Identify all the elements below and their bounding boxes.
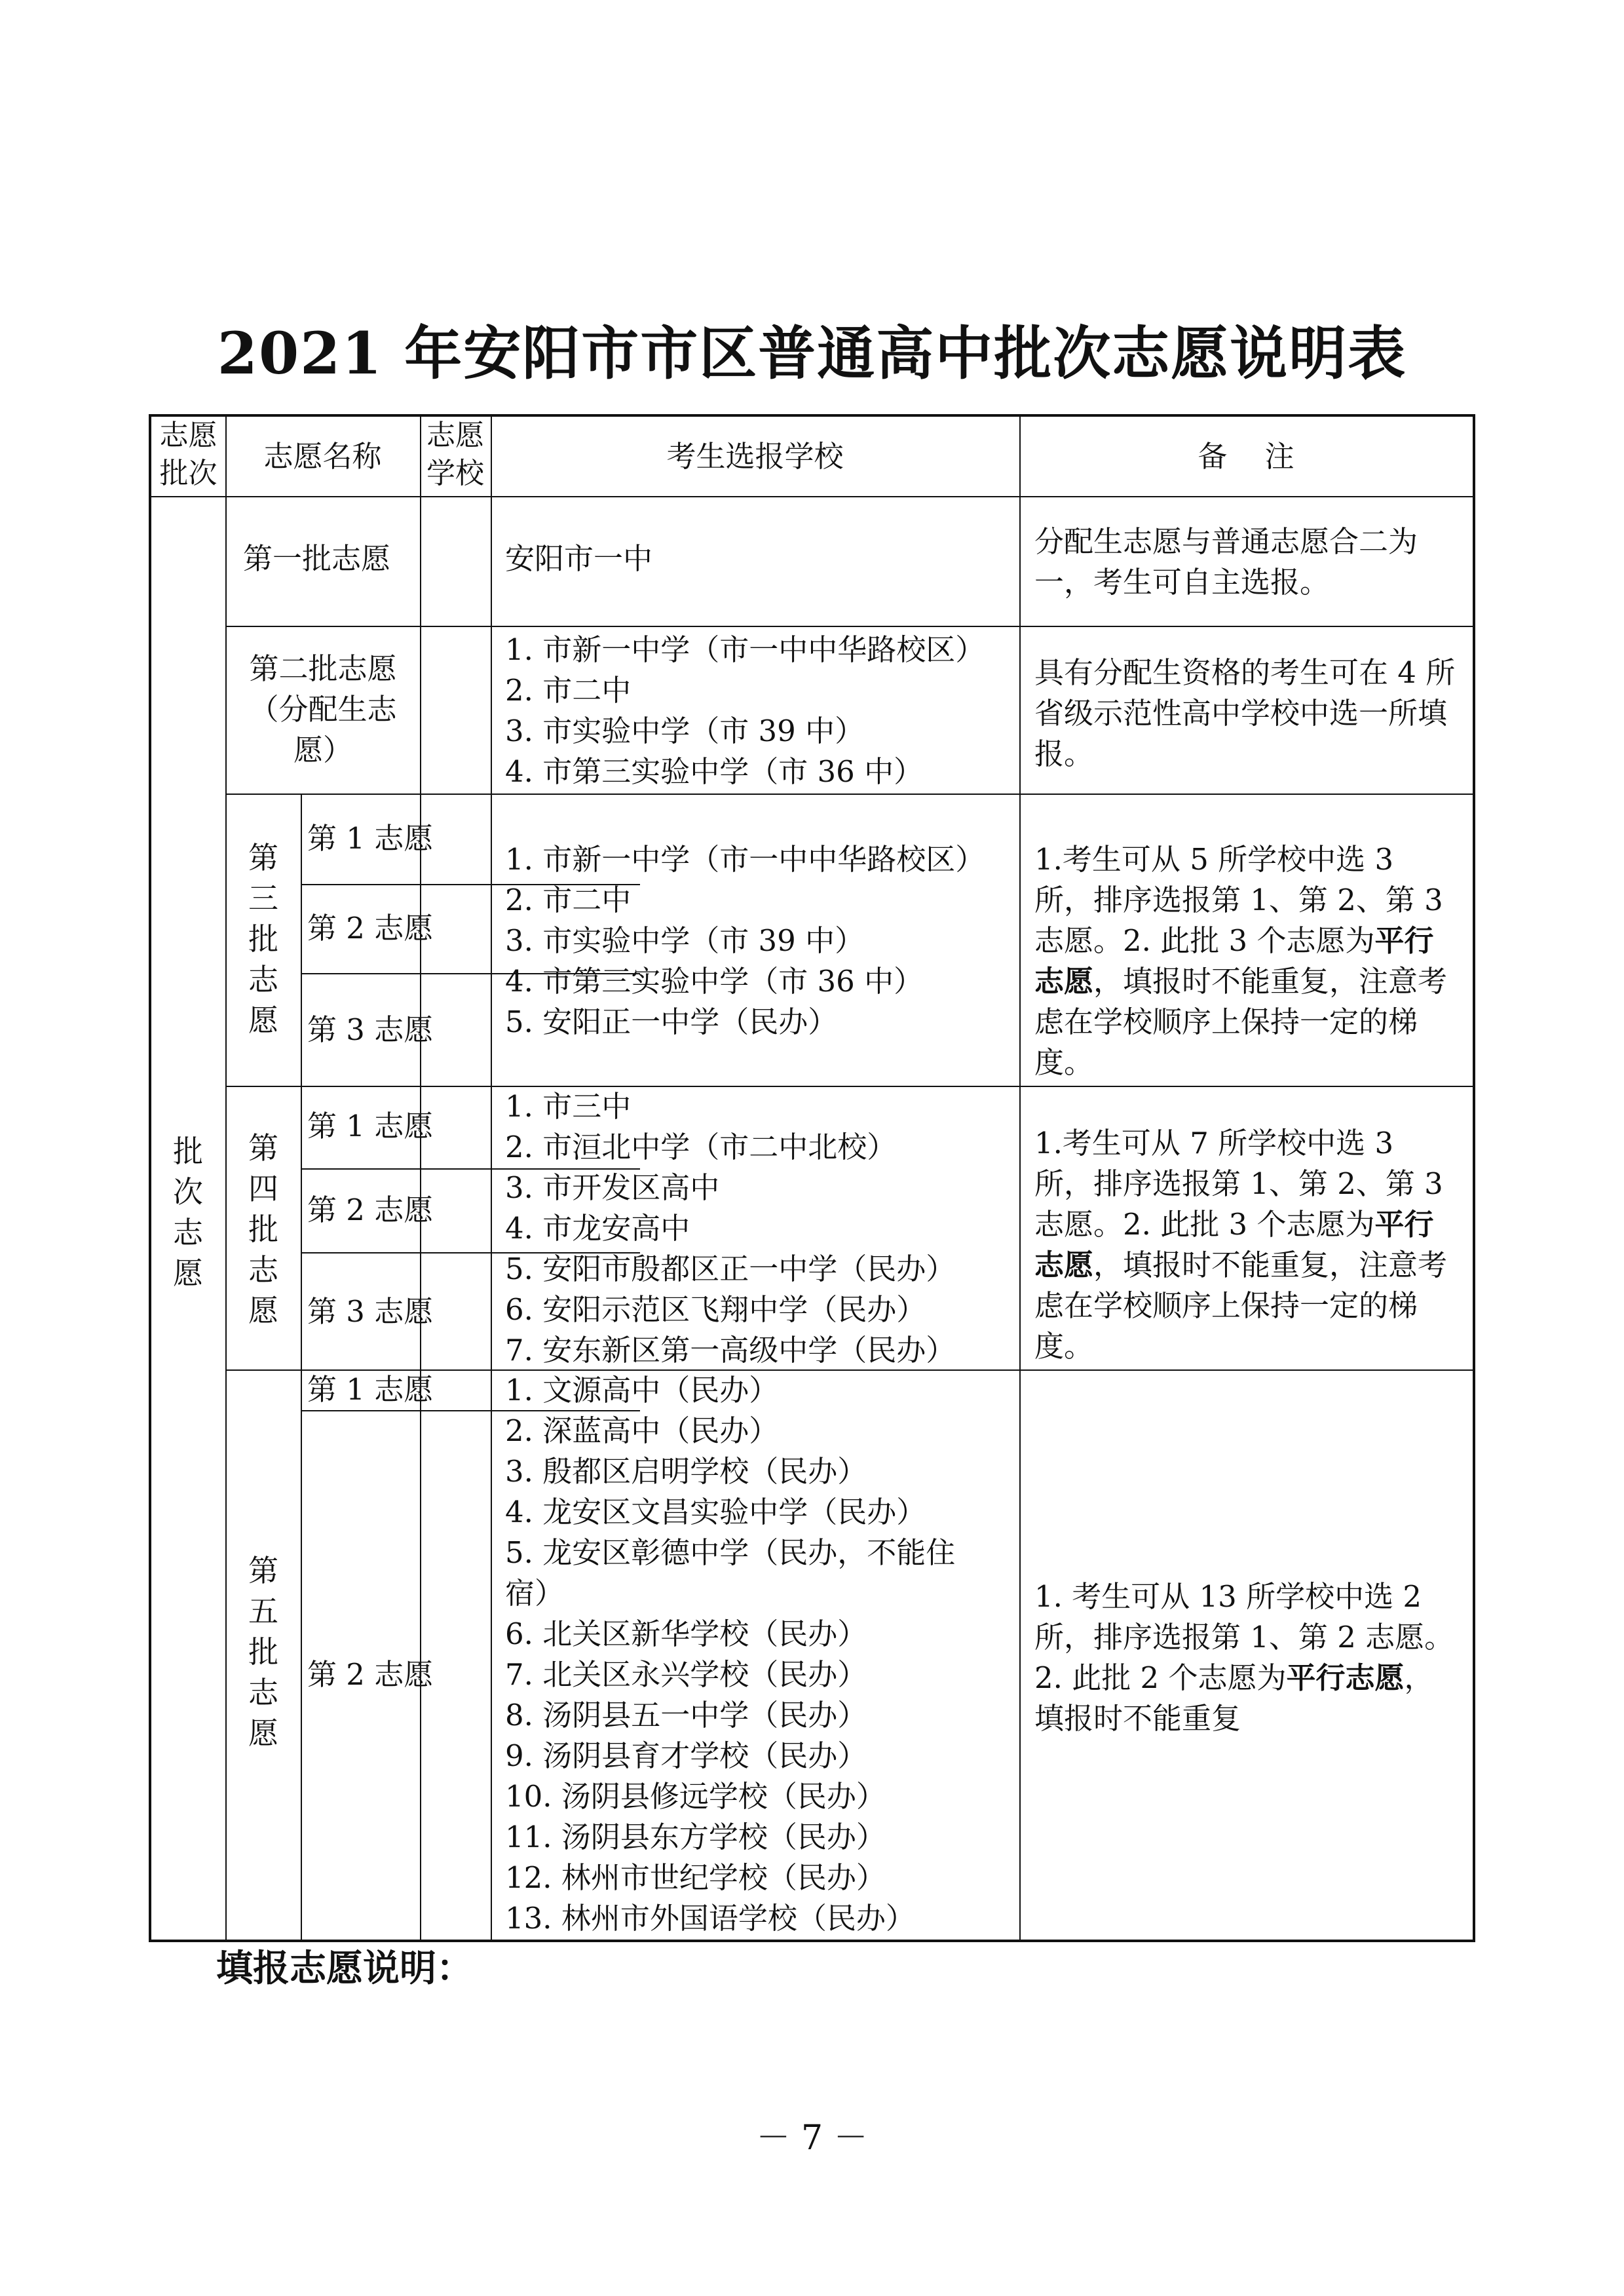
list-item: 4. 市第三实验中学（市 36 中） [505,964,924,999]
batch3-remarks-b1: 2. 此批 3 个志愿为 [1123,923,1375,958]
batch2-name: 第二批志愿（分配生志愿） [249,651,397,767]
batch5-sub-2: 第 2 志愿 [307,1657,434,1692]
row-divider [225,626,1473,627]
row-divider [151,496,1473,497]
list-item: 7. 安东新区第一高级中学（民办） [505,1333,956,1368]
batch5-label: 第五批志愿 [248,1553,278,1751]
list-item: 13. 林州市外国语学校（民办） [505,1901,915,1936]
col-divider [301,794,302,1940]
batch4-remarks [1034,1123,1460,1367]
list-item: 1. 市三中 [505,1089,632,1124]
volunteer-table [149,414,1475,1942]
list-item: 9. 汤阴县育才学校（民办） [505,1738,867,1773]
batch5-school-list [505,1370,955,1939]
batch5-remarks-a: 1. 考生可从 13 所学校中选 2 所，排序选报第 1、第 2 志愿。 [1034,1579,1454,1655]
batch4-sub-1: 第 1 志愿 [307,1109,434,1143]
list-item: 4. 市第三实验中学（市 36 中） [505,754,924,789]
list-item: 5. 安阳正一中学（民办） [505,1004,838,1039]
list-item: 4. 市龙安高中 [505,1211,690,1246]
page-title: 2021 年安阳市市区普通高中批次志愿说明表 [217,319,1407,387]
batch3-remarks-a: 1.考生可从 5 所学校中选 3 所，排序选报第 1、第 2、第 3 志愿。 [1034,842,1443,958]
list-item: 2. 深蓝高中（民办） [505,1413,779,1448]
batch5-remarks-bold: 平行志愿 [1286,1660,1405,1695]
batch1-name: 第一批志愿 [243,541,391,576]
batch-label: 批次志愿 [173,1134,203,1291]
list-item: 2. 市二中 [505,883,632,917]
list-item: 2. 市二中 [505,673,632,708]
list-item: 10. 汤阴县修远学校（民办） [505,1779,886,1814]
batch5-remarks [1034,1577,1460,1739]
batch4-remarks-bold: 平行志愿 [1034,1207,1434,1282]
batch3-remarks-b2: ，填报时不能重复，注意考虑在学校顺序上保持一定的梯度。 [1034,964,1448,1080]
list-item: 6. 安阳示范区飞翔中学（民办） [505,1292,926,1327]
list-item: 3. 殷都区启明学校（民办） [505,1454,867,1489]
batch4-sub-3: 第 3 志愿 [307,1294,434,1329]
list-item: 5. 安阳市殷都区正一中学（民办） [505,1252,956,1286]
batch4-remarks-b2: ，填报时不能重复，注意考虑在学校顺序上保持一定的梯度。 [1034,1248,1448,1364]
list-item: 1. 文源高中（民办） [505,1373,779,1407]
batch4-remarks-b1: 2. 此批 3 个志愿为 [1123,1207,1375,1242]
list-item: 5. 龙安区彰德中学（民办，不能住 [505,1535,956,1570]
list-item: 12. 林州市世纪学校（民办） [505,1860,886,1895]
batch2-school-list [505,630,985,792]
filling-instructions-heading: 填报志愿说明： [216,1947,473,1990]
batch4-sub-2: 第 2 志愿 [307,1193,434,1227]
batch4-school-list [505,1086,955,1371]
page-number: － 7 － [756,2118,868,2158]
list-item: 1. 市新一中学（市一中中华路校区） [505,842,985,877]
list-item: 7. 北关区永兴学校（民办） [505,1657,867,1692]
batch3-sub-3: 第 3 志愿 [307,1012,434,1047]
batch1-school: 安阳市一中 [505,541,653,576]
list-item: 3. 市开发区高中 [505,1170,720,1205]
batch1-remarks: 分配生志愿与普通志愿合二为一，考生可自主选报。 [1034,524,1418,600]
batch3-sub-2: 第 2 志愿 [307,911,434,946]
list-item: 11. 汤阴县东方学校（民办） [505,1820,886,1854]
batch2-remarks: 具有分配生资格的考生可在 4 所省级示范性高中学校中选一所填报。 [1034,655,1456,771]
header-name: 志愿名称 [263,439,382,474]
batch3-label: 第三批志愿 [248,840,278,1038]
header-school: 志愿学校 [426,419,484,490]
batch5-remarks-b1: 2. 此批 2 个志愿为 [1034,1660,1287,1695]
list-item: 4. 龙安区文昌实验中学（民办） [505,1495,926,1529]
batch5-remarks-b2: ，填报时不能重复 [1034,1660,1434,1736]
batch5-sub-1: 第 1 志愿 [307,1372,434,1407]
row-divider [225,794,1473,795]
col-divider [225,417,227,1940]
list-item: 1. 市新一中学（市一中中华路校区） [505,632,985,667]
col-divider [1019,417,1021,1940]
batch4-remarks-a: 1.考生可从 7 所学校中选 3 所，排序选报第 1、第 2、第 3 志愿。 [1034,1126,1443,1242]
batch3-remarks-bold: 平行志愿 [1034,923,1434,999]
batch3-remarks [1034,839,1460,1083]
list-item: 3. 市实验中学（市 39 中） [505,714,865,748]
col-divider [491,417,492,1940]
col-divider [420,417,421,1940]
header-remarks: 备 注 [1198,439,1294,474]
list-item: 宿） [505,1576,565,1611]
batch3-sub-1: 第 1 志愿 [307,821,434,856]
list-item: 2. 市洹北中学（市二中北校） [505,1130,897,1164]
header-batch: 志愿批次 [159,419,217,490]
header-choices: 考生选报学校 [666,439,844,474]
batch3-school-list [505,839,985,1043]
list-item: 3. 市实验中学（市 39 中） [505,923,865,958]
list-item: 6. 北关区新华学校（民办） [505,1617,867,1651]
batch4-label: 第四批志愿 [248,1130,278,1328]
list-item: 8. 汤阴县五一中学（民办） [505,1698,867,1732]
